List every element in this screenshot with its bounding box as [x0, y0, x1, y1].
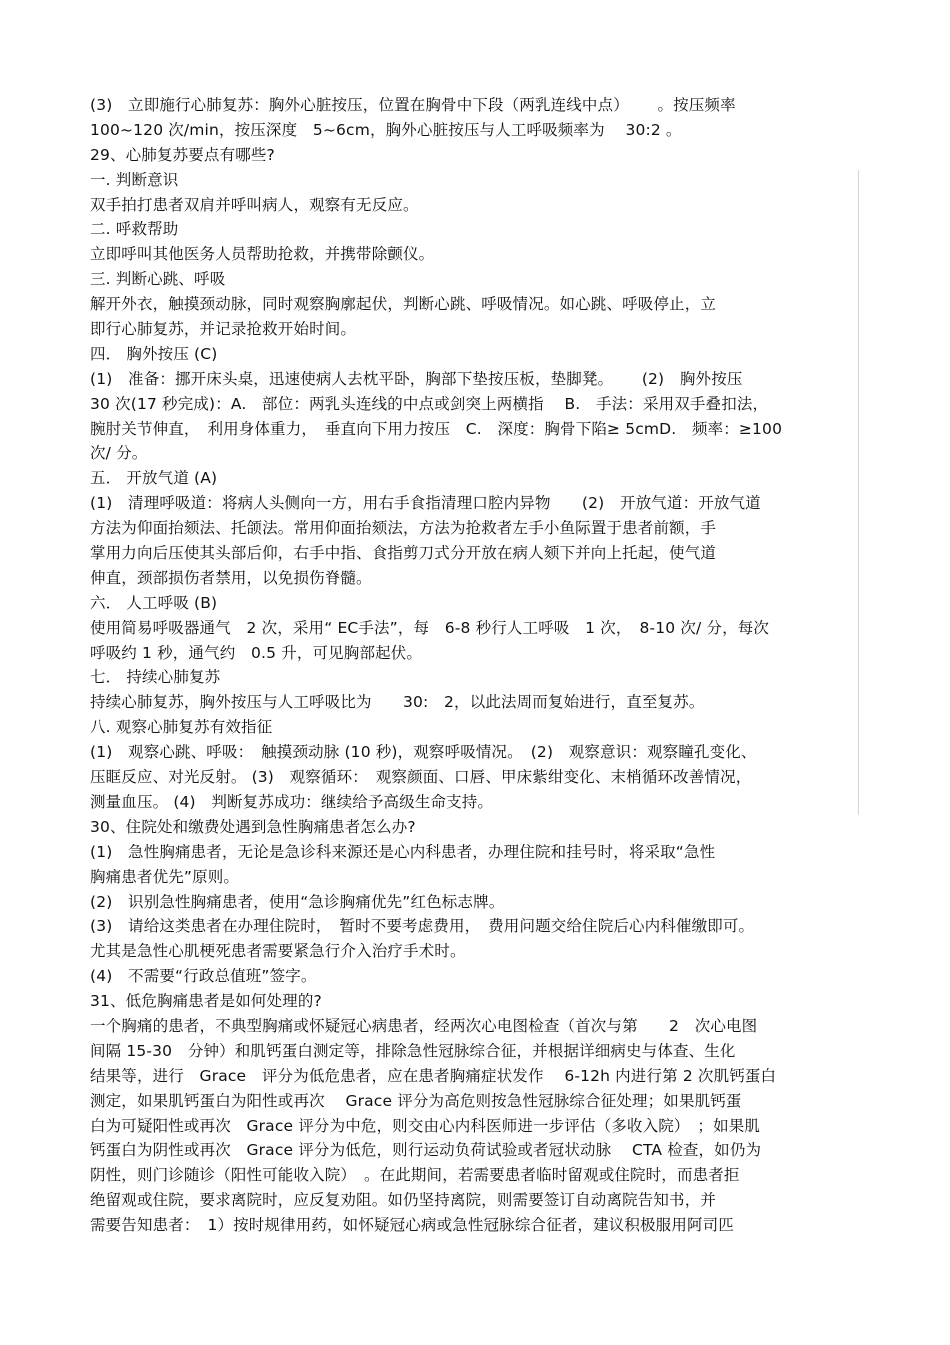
text-line: (1) 清理呼吸道：将病人头侧向一方，用右手食指清理口腔内异物 (2) 开放气道：开放气道 [90, 494, 761, 513]
text-line: 六． 人工呼吸 (B) [90, 593, 218, 612]
text-line: 100~120 次/min，按压深度 5~6cm，胸外心脏按压与人工呼吸频率为 30:2 。 [90, 120, 682, 139]
text-line: 四． 胸外按压 (C) [90, 344, 218, 363]
text-line: (1) 观察心跳、呼吸： 触摸颈动脉 (10 秒)，观察呼吸情况。 (2) 观察意识：观察瞳孔变化、 [90, 743, 757, 762]
text-line: (3) 请给这类患者在办理住院时， 暂时不要考虑费用， 费用问题交给住院后心内科催缴即可。 [90, 917, 755, 936]
document-body [90, 93, 865, 1238]
text-line: (4) 不需要“行政总值班”签字。 [90, 967, 317, 986]
text-line: 腕肘关节伸直， 利用身体重力， 垂直向下用力按压 C. 深度：胸骨下陷≥ 5cmD. 频率：≥100 [90, 419, 783, 438]
text-line: (2) 识别急性胸痛患者，使用“急诊胸痛优先”红色标志牌。 [90, 892, 505, 911]
text-line: 30、住院处和缴费处遇到急性胸痛患者怎么办? [90, 817, 416, 836]
text-line: 方法为仰面抬颏法、托颌法。常用仰面抬颏法，方法为抢救者左手小鱼际置于患者前额，手 [90, 519, 717, 538]
text-line: 压眶反应、对光反射。 (3) 观察循环： 观察颜面、口唇、甲床紫绀变化、末梢循环改善情况， [90, 768, 752, 787]
text-line: 白为可疑阳性或再次 Grace 评分为中危，则交由心内科医师进一步评估（多收入院） ；如果肌 [90, 1116, 761, 1135]
text-line: 需要告知患者： 1）按时规律用药，如怀疑冠心病或急性冠脉综合征者，建议积极服用阿司匹 [90, 1216, 734, 1235]
text-line: 测定，如果肌钙蛋白为阳性或再次 Grace 评分为高危则按急性冠脉综合征处理；如果肌钙蛋 [90, 1091, 742, 1110]
text-line: 双手拍打患者双肩并呼叫病人，观察有无反应。 [90, 195, 419, 214]
text-line: (1) 准备：挪开床头桌，迅速使病人去枕平卧，胸部下垫按压板，垫脚凳。 (2) 胸外按压 [90, 369, 743, 388]
text-line: 结果等，进行 Grace 评分为低危患者，应在患者胸痛症状发作 6-12h 内进行第 2 次肌钙蛋白 [90, 1066, 777, 1085]
text-line: 即行心肺复苏，并记录抢救开始时间。 [90, 320, 357, 339]
text-line: (1) 急性胸痛患者，无论是急诊科来源还是心内科患者，办理住院和挂号时，将采取“急性 [90, 842, 716, 861]
text-line: 使用简易呼吸器通气 2 次，采用“ EC手法”，每 6-8 秒行人工呼吸 1 次， 8-10 次/ 分，每次 [90, 618, 770, 637]
text-line: (3) 立即施行心肺复苏：胸外心脏按压，位置在胸骨中下段（两乳连线中点） 。按压频率 [90, 96, 736, 114]
text-line: 八. 观察心肺复苏有效指征 [90, 718, 273, 737]
text-line: 29、心肺复苏要点有哪些? [90, 145, 275, 164]
text-line: 30 次(17 秒完成)：A. 部位：两乳头连线的中点或剑突上两横指 B. 手法：采用双手叠扣法， [90, 394, 769, 413]
text-line: 间隔 15-30 分钟）和肌钙蛋白测定等，排除急性冠脉综合征，并根据详细病史与体查、生化 [90, 1041, 736, 1060]
text-line: 尤其是急性心肌梗死患者需要紧急行介入治疗手术时。 [90, 942, 466, 961]
text-line: 阴性，则门诊随诊（阳性可能收入院） 。在此期间，若需要患者临时留观或住院时，而患者拒 [90, 1166, 740, 1185]
text-line: 三. 判断心跳、呼吸 [90, 270, 226, 289]
text-line: 绝留观或住院，要求离院时，应反复劝阻。如仍坚持离院，则需要签订自动离院告知书，并 [90, 1191, 717, 1210]
text-line: 一. 判断意识 [90, 170, 179, 189]
text-line: 伸直，颈部损伤者禁用，以免损伤脊髓。 [90, 568, 372, 587]
text-line: 钙蛋白为阴性或再次 Grace 评分为低危，则行运动负荷试验或者冠状动脉 CTA 检查，如仍为 [90, 1141, 762, 1160]
text-line: 立即呼叫其他医务人员帮助抢救，并携带除颤仪。 [90, 245, 435, 264]
text-line: 持续心肺复苏，胸外按压与人工呼吸比为 30: 2，以此法周而复始进行，直至复苏。 [90, 693, 705, 712]
text-line: 次/ 分。 [90, 444, 148, 463]
text-line: 二. 呼救帮助 [90, 220, 179, 239]
text-line: 五． 开放气道 (A) [90, 469, 218, 488]
text-line: 解开外衣，触摸颈动脉，同时观察胸廓起伏，判断心跳、呼吸情况。如心跳、呼吸停止，立 [90, 295, 717, 314]
text-line: 31、低危胸痛患者是如何处理的? [90, 992, 322, 1011]
text-line: 掌用力向后压使其头部后仰，右手中指、食指剪刀式分开放在病人颏下并向上托起，使气道 [90, 544, 717, 563]
text-line: 测量血压。 (4) 判断复苏成功：继续给予高级生命支持。 [90, 792, 494, 811]
text-line: 胸痛患者优先”原则。 [90, 867, 240, 886]
text-line: 七． 持续心肺复苏 [90, 668, 221, 687]
text-line: 呼吸约 1 秒，通气约 0.5 升，可见胸部起伏。 [90, 643, 423, 662]
text-line: 一个胸痛的患者，不典型胸痛或怀疑冠心病患者，经两次心电图检查（首次与第 2 次心电图 [90, 1016, 758, 1035]
